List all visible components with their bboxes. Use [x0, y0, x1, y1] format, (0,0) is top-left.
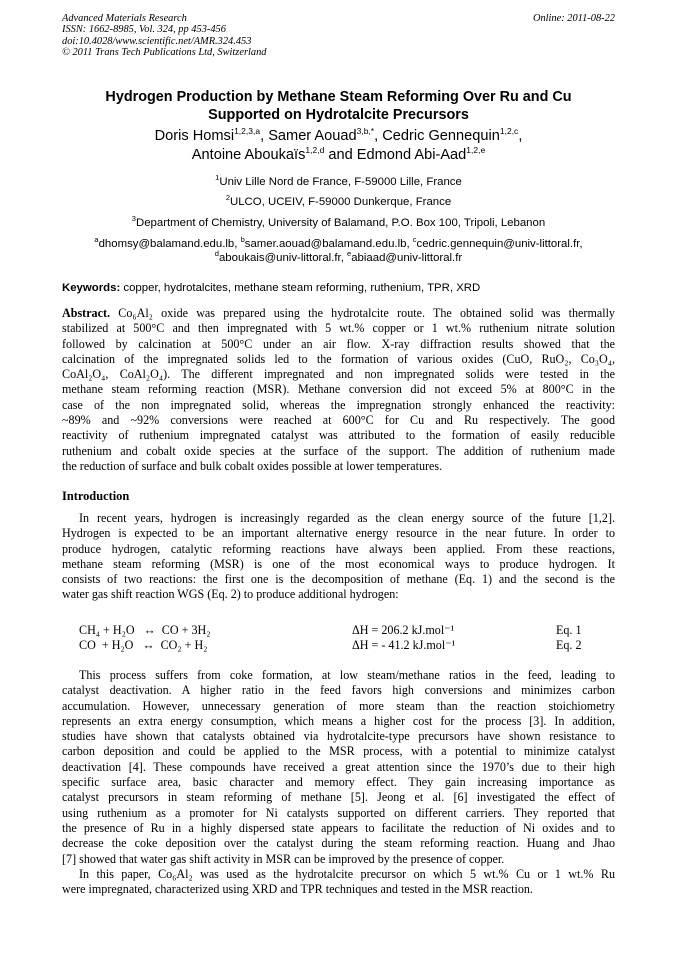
author-sup: 1,2,3,a	[234, 126, 261, 136]
email-link[interactable]: abiaad@univ-littoral.fr	[351, 252, 463, 264]
email-link[interactable]: aboukais@univ-littoral.fr	[218, 252, 341, 264]
paragraph-line: deactivation [4]. These compounds have received a great attention since the 1970’s due to their high	[62, 759, 615, 774]
abstract-line: reactivity of ruthenium impregnated catalyst was attributed to the formation of easily reducible	[62, 428, 615, 443]
paragraph-line: This process suffers from coke formation, at low steam/methane ratios in the feed, leading to	[79, 668, 615, 682]
affiliation-text: Univ Lille Nord de France, F-59000 Lille, France	[219, 176, 462, 188]
paragraph-line: were impregnated, characterized using XRD and TPR techniques and tested in the MSR reaction.	[62, 882, 533, 897]
abstract-line: CoAl₂O₄, CoAl₂O₄). The different impregnated and non impregnated solids were tested in the	[62, 367, 615, 382]
abstract	[62, 306, 615, 474]
author-separator: and	[324, 147, 357, 163]
author-separator: ,	[518, 128, 523, 144]
abstract-line	[62, 306, 615, 321]
author-sup: 1,2,d	[305, 145, 325, 155]
author-sup: 1,2,c	[499, 126, 519, 136]
author-name: Samer Aouad	[268, 128, 357, 144]
author-separator: ,	[260, 128, 269, 144]
paragraph-line: catalyst deactivation. A higher ratio in the feed favors high conversions and minimizes carbon	[62, 683, 615, 698]
abstract-label: Abstract.	[62, 306, 111, 320]
title-line-1: Hydrogen Production by Methane Steam Reforming Over Ru and Cu	[105, 89, 572, 105]
paragraph-line: methane steam reforming (MSR) is one of the most economical ways to produce hydrogen. It	[62, 556, 615, 571]
keywords-text: copper, hydrotalcites, methane steam reforming, ruthenium, TPR, XRD	[123, 282, 481, 294]
abstract-line: case of the non impregnated solid, whereas the impregnation strongly enhanced the reactivity:	[62, 397, 615, 412]
equation-label: Eq. 1	[556, 623, 582, 637]
paragraph-line: the presence of Ru in a highly dispersed state appears to facilitate the reduction of Ni oxides and to	[62, 820, 615, 835]
paragraph-line: In this paper, Co₆Al₂ was used as the hydrotalcite precursor on which 5 wt.% Cu or 1 wt.% Ru	[79, 867, 615, 881]
paragraph-line: using ruthenium as a promoter for Ni catalysts supported on different carriers. They reported that	[62, 805, 615, 820]
email-link[interactable]: dhomsy@balamand.edu.lb	[98, 238, 235, 250]
abstract-line: followed by calcination at 500°C under an air flow. X-ray diffraction results showed that the	[62, 336, 615, 351]
keywords	[62, 281, 615, 295]
title-line-2: Supported on Hydrotalcite Precursors	[208, 107, 469, 123]
author-name: Doris Homsi	[154, 128, 235, 144]
author-emails: $^a$dhomsy@balamand.edu.lb, $^b$samer.aouad@balamand.edu.lb, $^c$cedric.gennequin@univ-littoral.fr, $^d$aboukais@univ-littoral.fr, $^e$abiaad@univ-littoral.fr	[94, 235, 583, 264]
author-sup: 1,2,e	[466, 145, 486, 155]
author-name: Edmond Abi-Aad	[356, 147, 467, 163]
paper-title	[62, 88, 615, 124]
paragraph-line: Hydrogen is expected to be an important alternative energy resource in the near future. In order to	[62, 526, 615, 541]
affiliation-3	[62, 216, 615, 230]
paragraph-line: catalyst precursors in steam reforming of methane [5]. Jeong et al. [6] investigated the effect of	[62, 790, 615, 805]
paragraph-line: water gas shift reaction WGS (Eq. 2) to produce additional hydrogen:	[62, 587, 399, 602]
email-link[interactable]: samer.aouad@balamand.edu.lb	[244, 238, 407, 250]
paragraph-line: decrease the coke deposition over the catalyst during the steam reforming reaction. Huang and Jhao	[62, 836, 615, 851]
affiliation-text: ULCO, UCEIV, F-59000 Dunkerque, France	[230, 196, 452, 208]
paragraph-line: produce hydrogen, catalytic reforming reactions have always been applied. From these reactions,	[62, 541, 615, 556]
affiliation-sup: 1	[215, 173, 220, 182]
abstract-text: oxide was prepared using the hydrotalcite route. The obtained solid was thermally	[161, 306, 615, 320]
abstract-line: methane steam reforming reaction (MSR). Methane conversion did not exceed 5% at 800°C in the	[62, 382, 615, 397]
equation-enthalpy: ΔH = - 41.2 kJ.mol⁻¹	[352, 638, 456, 652]
journal-name: Advanced Materials Research	[62, 13, 187, 24]
paragraph-line: [7] showed that water gas shift activity in MSR can be improved by the presence of copper.	[62, 851, 505, 866]
equation-label: Eq. 2	[556, 638, 582, 652]
abstract-line: ruthenium and cobalt oxide species at the surface of the support. The addition of ruthenium made	[62, 443, 615, 458]
email-link[interactable]: cedric.gennequin@univ-littoral.fr	[416, 238, 580, 250]
intro-paragraph-2	[62, 668, 615, 867]
abstract-line: the reduction of surface and bulk cobalt oxides possible at lower temperatures.	[62, 458, 443, 473]
author-sup: 3,b,*	[356, 126, 375, 136]
affiliation-1	[62, 175, 615, 189]
author-list	[62, 127, 615, 165]
journal-issn: ISSN: 1662-8985, Vol. 324, pp 453-456	[62, 24, 226, 36]
equation-enthalpy: ΔH = 206.2 kJ.mol⁻¹	[352, 623, 455, 637]
section-heading-introduction: Introduction	[62, 489, 130, 503]
affiliation-sup: 2	[225, 193, 230, 202]
paragraph-line: carbon deposition and could be applied to the MSR process, with a potential to minimize catalyst	[62, 744, 615, 759]
abstract-line: stabilized at 500°C and then impregnated with 5 wt.% copper or 1 wt.% ruthenium nitrate solution	[62, 321, 615, 336]
intro-paragraph-3	[62, 867, 615, 898]
paragraph-line: studies have shown that catalysts obtained via hydrotalcite-type precursors have shown resistance to	[62, 729, 615, 744]
abstract-formula: Co₆Al₂	[118, 306, 153, 320]
paragraph-line: specific surface area, basic character and memory effect. They gain increasing importance as	[62, 775, 615, 790]
journal-doi: doi:10.4028/www.scientific.net/AMR.324.453	[62, 35, 252, 47]
author-name: Antoine Aboukaïs	[191, 147, 306, 163]
paragraph-line: consists of two reactions: the first one is the decomposition of methane (Eq. 1) and the second is the	[62, 572, 615, 587]
abstract-line: calcination of the impregnated solids led to the formation of various oxides (CuO, RuO₂, Co₃O₄,	[62, 351, 615, 366]
online-date: Online: 2011-08-22	[532, 13, 615, 24]
abstract-line: ~89% and ~92% conversions were reached at 600°C for Cu and Ru respectively. The good	[62, 413, 615, 428]
journal-copyright: © 2011 Trans Tech Publications Ltd, Switzerland	[62, 47, 267, 59]
affiliation-2	[62, 195, 615, 209]
affiliation-text: Department of Chemistry, University of Balamand, P.O. Box 100, Tripoli, Lebanon	[135, 217, 546, 229]
paragraph-line: accumulation. However, unnecessary generation of more steam than the reaction stoichiometry	[62, 698, 615, 713]
author-name: Cedric Gennequin	[382, 128, 500, 144]
affiliation-sup: 3	[131, 214, 136, 223]
author-separator: ,	[374, 128, 383, 144]
equation-reaction: CH₄ + H₂O ↔ CO + 3H₂	[79, 623, 211, 637]
intro-paragraph-1	[62, 511, 615, 603]
paragraph-line: represents an extra energy consumption, which means a higher cost for the process [3]. In addition,	[62, 713, 615, 728]
paragraph-line: In recent years, hydrogen is increasingly regarded as the clean energy source of the future [1,2].	[79, 511, 615, 525]
equation-reaction: CO + H₂O ↔ CO₂ + H₂	[79, 638, 208, 652]
keywords-label: Keywords:	[62, 282, 121, 294]
journal-header	[62, 13, 266, 59]
